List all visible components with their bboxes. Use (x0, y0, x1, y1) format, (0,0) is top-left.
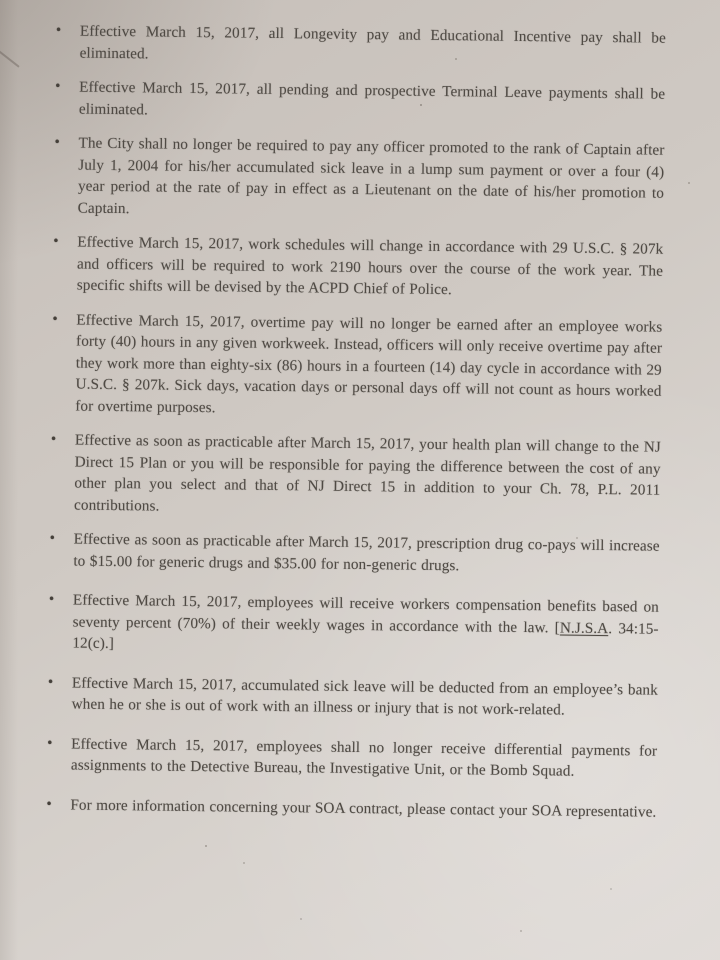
statute-citation: N.J.S.A (559, 618, 609, 637)
list-item (47, 733, 657, 783)
bullet-marker: • (54, 134, 60, 151)
list-item (53, 231, 664, 303)
list-item (55, 20, 665, 70)
bullet-marker: • (52, 310, 58, 327)
bullet-text (72, 590, 659, 662)
bullet-text-pre: Effective March 15, 2017, employees will receive workers compensation benefits based on seventy percent (70%) of their weekly wages in accordance with the law. [ (72, 591, 660, 636)
paper-speckles (0, 0, 2, 2)
bullet-text: Effective as soon as practicable after March 15, 2017, your health plan will change to the NJ Direct 15 Plan or you will be responsible for paying the difference between the cost of any other plan you select and that of NJ Direct 15 in addition to your Ch. 78, P.L. 2011 contributions. (74, 431, 661, 515)
bullet-list (0, 20, 720, 824)
list-item (54, 132, 665, 225)
bullet-text: Effective March 15, 2017, accumulated sick leave will be deducted from an employee’s bank when he or she is out of work with an illness or injury that is not work-related. (71, 674, 658, 719)
bullet-marker: • (48, 591, 55, 608)
bullet-text: The City shall no longer be required to pay any officer promoted to the rank of Captain after July 1, 2004 for his/her accumulated sick leave in a lump sum payment or over a four (4) year period at the rate of pay in effect as a Lieutenant on the date of his/her promotion to Captain. (77, 134, 665, 217)
list-item (48, 589, 659, 661)
bullet-marker: • (50, 431, 57, 448)
bullet-text-post: . 34:15-12(c).] (72, 619, 659, 653)
list-item (50, 429, 661, 522)
bullet-text: Effective as soon as practicable after March 15, 2017, prescription drug co-pays will increase to $15.00 for generic drugs and $35.00 for non-generic drugs. (73, 530, 660, 574)
bullet-marker: • (49, 530, 56, 547)
bullet-marker: • (55, 78, 61, 95)
bullet-marker: • (47, 673, 54, 690)
bullet-text: For more information concerning your SOA contract, please contact your SOA representative. (70, 796, 657, 821)
bullet-text: Effective March 15, 2017, employees shall no longer receive differential payments for assignments to the Detective Bureau, the Investigative Unit, or the Bomb Squad. (70, 735, 658, 780)
bullet-marker: • (47, 734, 53, 751)
bullet-text: Effective March 15, 2017, all pending and prospective Terminal Leave payments shall be eliminated. (78, 78, 666, 118)
list-item (51, 309, 662, 424)
bullet-marker: • (46, 795, 52, 812)
list-item (55, 76, 665, 126)
list-item (48, 672, 658, 722)
bullet-text: Effective March 15, 2017, all Longevity pay and Educational Incentive pay shall be eliminated. (79, 22, 666, 62)
list-item (49, 528, 659, 578)
bullet-marker: • (55, 22, 62, 39)
bullet-text: Effective March 15, 2017, work schedules will change in accordance with 29 U.S.C. § 207k and officers will be required to work 2190 hours over the course of the work year. The specific shifts will be devised by the ACPD Chief of Police. (76, 233, 664, 299)
bullet-marker: • (53, 233, 59, 250)
list-item (46, 794, 656, 823)
memo-body (0, 20, 720, 842)
bullet-text: Effective March 15, 2017, overtime pay will no longer be earned after an employee works forty (40) hours in any given workweek. Instead, officers will only receive overtime pay after they work more than eighty-six (86) hours in a fourteen (14) day cycle in accordance with 29 U.S.C. § 207k. Sick days, vacation days or personal days off will not count as hours worked for overtime purposes. (75, 311, 663, 416)
